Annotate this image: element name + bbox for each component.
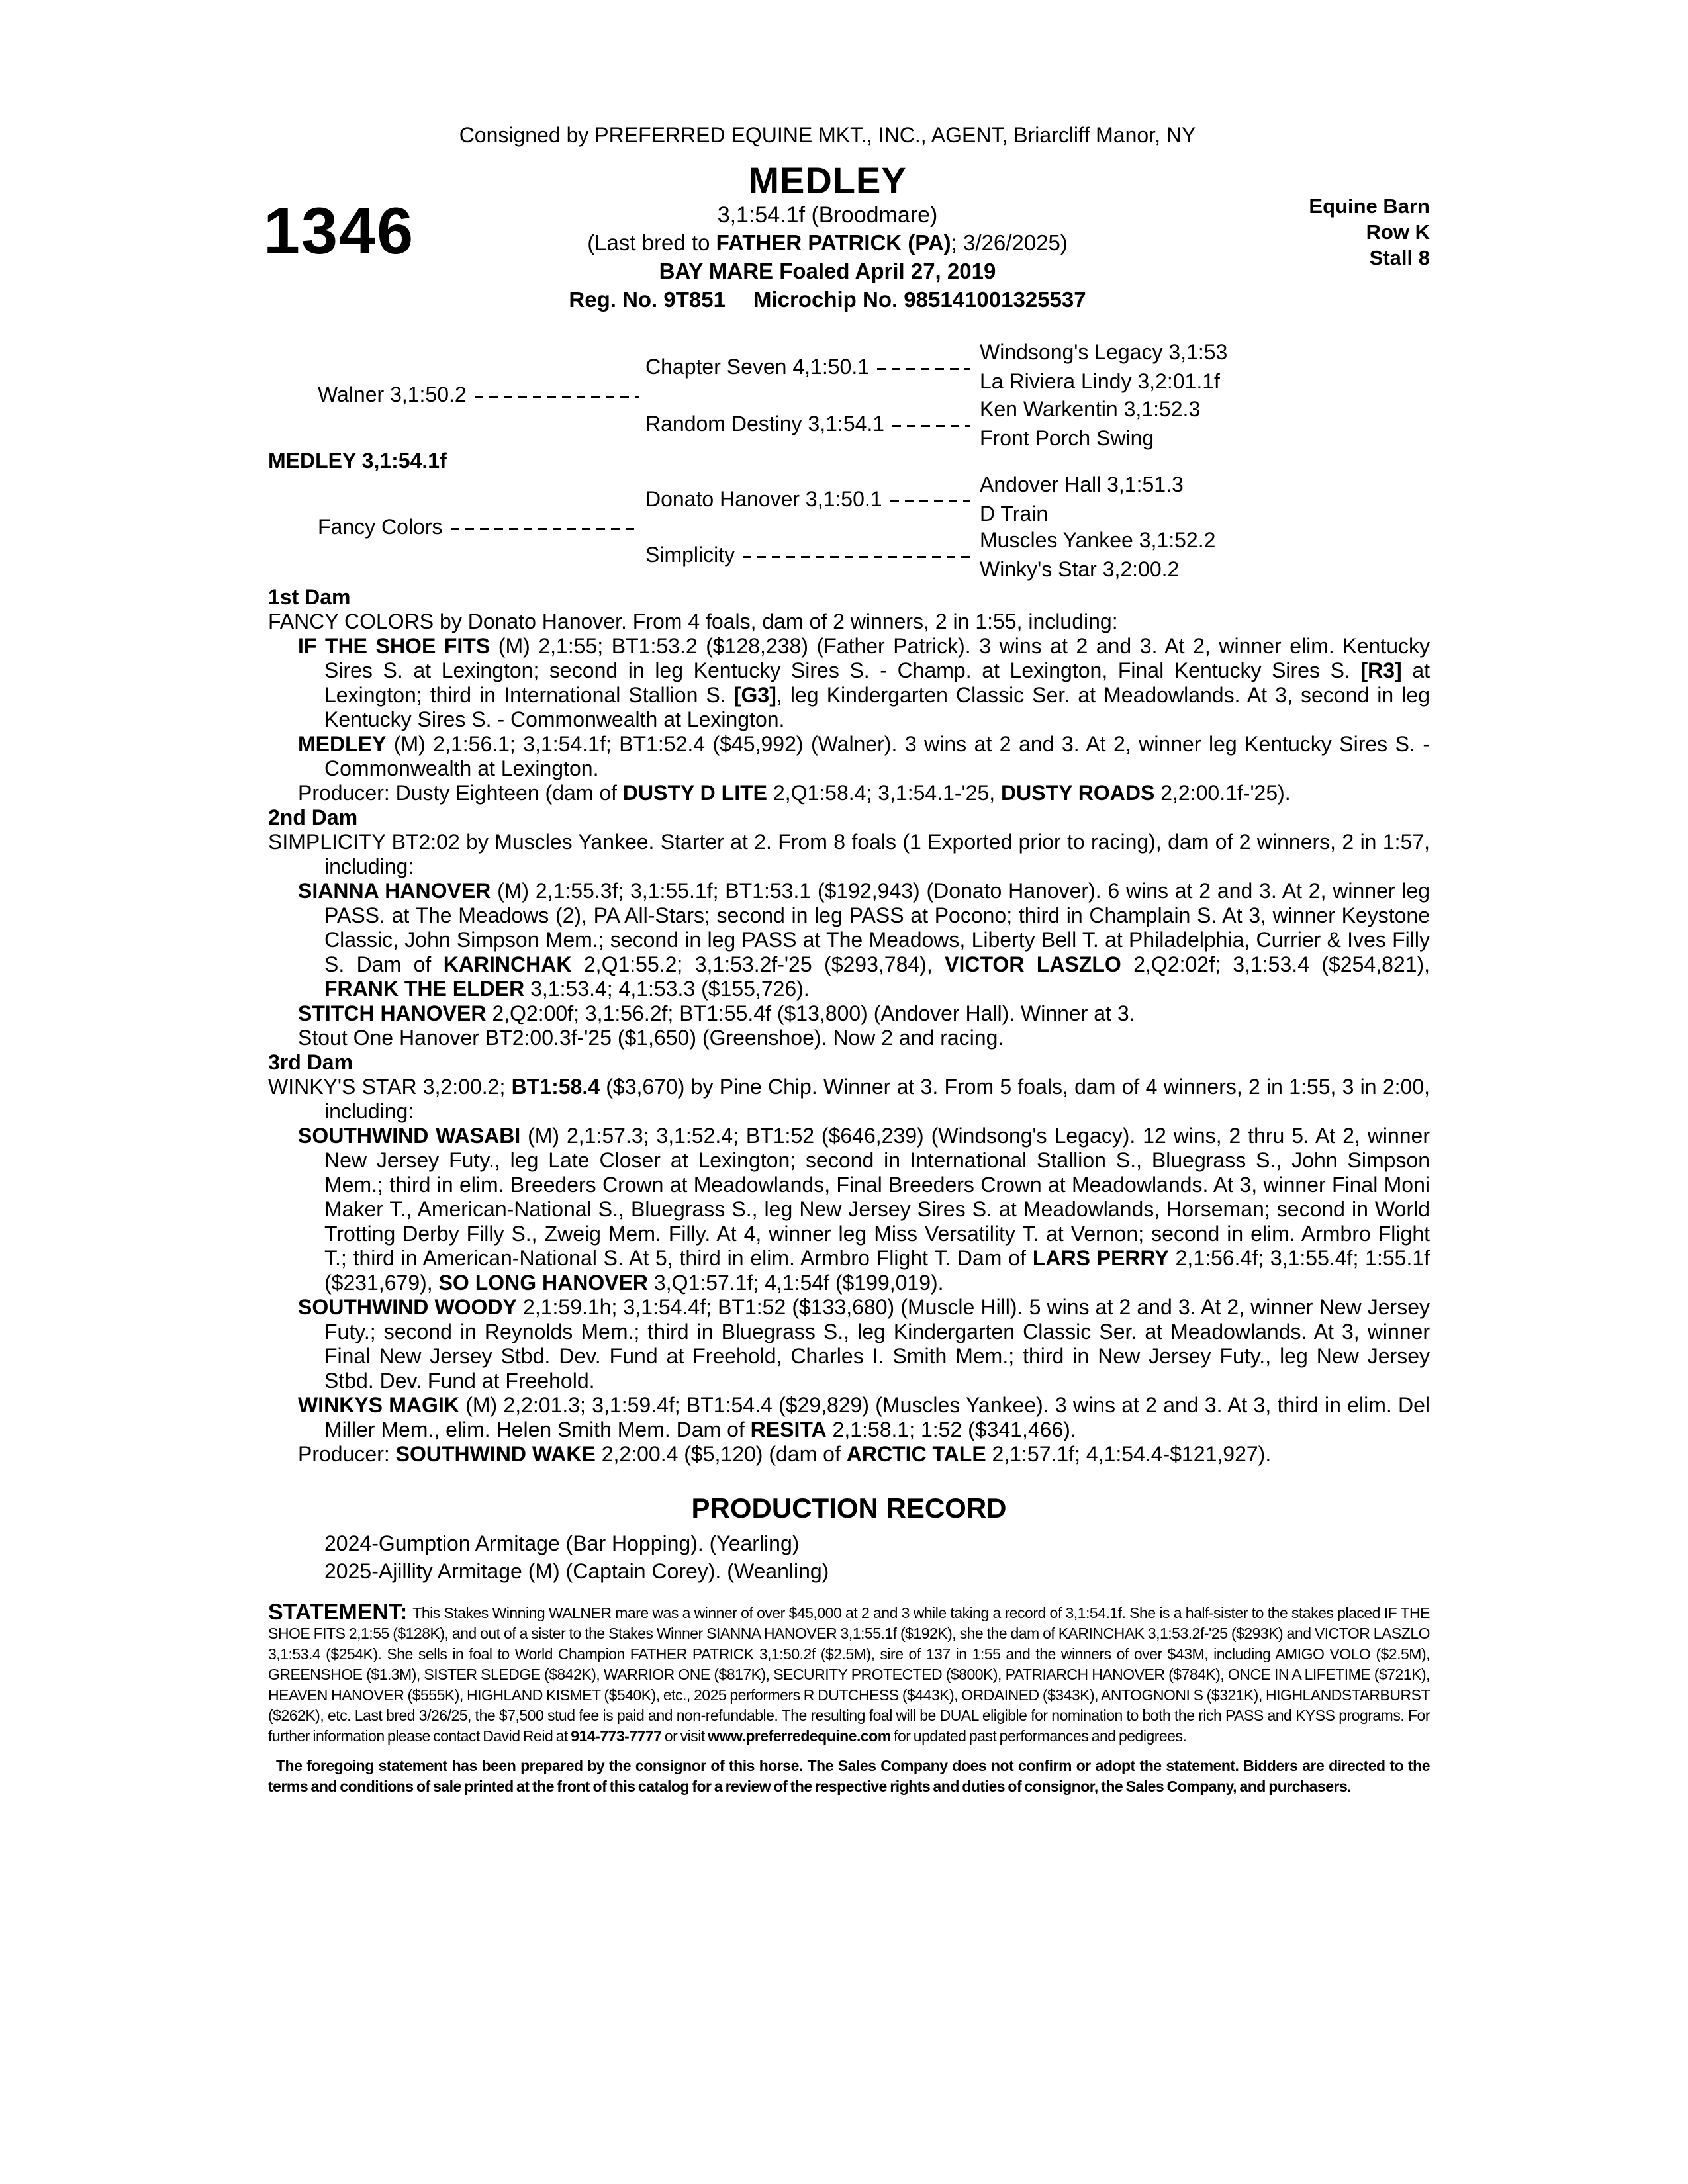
text-run: Producer:	[298, 1442, 396, 1466]
text-run: WINKYS MAGIK	[298, 1393, 459, 1417]
text-run: 2nd Dam	[268, 805, 358, 829]
text-run: 3,Q1:57.1f; 4,1:54f ($199,019).	[648, 1271, 944, 1295]
pedigree-dam	[318, 515, 639, 539]
barn-location	[1309, 193, 1430, 271]
dash-line	[743, 556, 970, 558]
text-run: 914-773-7777	[571, 1727, 662, 1745]
last-bred-sire: FATHER PATRICK (PA)	[716, 230, 951, 255]
production-entry: 2025-Ajillity Armitage (M) (Captain Corey). (Weanling)	[324, 1559, 829, 1583]
pedigree-sire-sire-dam: La Riviera Lindy 3,2:01.1f	[980, 369, 1220, 393]
text-run: 2,2:00.4 ($5,120) (dam of	[595, 1442, 847, 1466]
pedigree-name: Walner 3,1:50.2	[318, 383, 467, 406]
text-run: 2,1:56.4f; 3,1:55.4f; 1:55.1f ($231,679),	[324, 1246, 1430, 1295]
text-run: SOUTHWIND WAKE	[395, 1442, 596, 1466]
pedigree-sire-sire	[645, 355, 970, 379]
text-run: KARINCHAK	[443, 952, 572, 976]
foaled-line: BAY MARE Foaled April 27, 2019	[659, 259, 996, 283]
body-paragraph	[268, 805, 1430, 830]
text-run: WINKY'S STAR 3,2:00.2;	[268, 1075, 512, 1099]
barn-line: Equine Barn	[1309, 195, 1430, 218]
body-paragraph	[268, 1001, 1430, 1026]
pedigree-dam-dam-dam: Winky's Star 3,2:00.2	[980, 557, 1180, 581]
pedigree-name: Donato Hanover 3,1:50.1	[645, 487, 882, 511]
text-run: This Stakes Winning WALNER mare was a winner of over $45,000 at 2 and 3 while taking a record of 3,1:54.1f. She is a half-sister to the stakes placed IF THE SHOE FITS 2,1:55 ($128K), and out of a sister to the Stakes Winner SIANNA HANOVER 3,1:55.1f ($192K), she the dam of KARINCHAK 3,1:53.2f-'25 ($293K) and VICTOR LASZLO 3,1:53.4 ($254K). She sells in foal to World Champion FATHER PATRICK 3,1:50.2f ($2.5M), sire of 137 in 1:55 and the winners of over $43M, including AMIGO VOLO ($2.5M), GREENSHOE ($1.3M), SISTER SLEDGE ($842K), WARRIOR ONE ($817K), SECURITY PROTECTED ($800K), PATRIARCH HANOVER ($784K), ONCE IN A LIFETIME ($721K), HEAVEN HANOVER ($555K), HIGHLAND KISMET ($540K), etc., 2025 performers R DUTCHESS ($443K), ORDAINED ($343K), ANTOGNONI S ($321K), HIGHLANDSTARBURST ($262K), etc. Last bred 3/26/25, the $7,500 stud fee is paid and non-refundable. The resulting foal will be DUAL eligible for nomination to both the rich PASS and KYSS programs. For further information please contact David Reid at	[268, 1604, 1430, 1745]
production-record-title: PRODUCTION RECORD	[691, 1492, 1007, 1524]
pedigree-dam-sire-sire: Andover Hall 3,1:51.3	[980, 473, 1184, 496]
pedigree-name: Random Destiny 3,1:54.1	[645, 412, 885, 435]
text-run: SO LONG HANOVER	[438, 1271, 649, 1295]
text-run: SIMPLICITY BT2:02 by Muscles Yankee. Starter at 2. From 8 foals (1 Exported prior to racing), dam of 2 winners, 2 in 1:57, including:	[268, 830, 1430, 878]
pedigree-sire-dam-sire: Ken Warkentin 3,1:52.3	[980, 397, 1201, 421]
text-run: STITCH HANOVER	[298, 1001, 487, 1025]
microchip-number: Microchip No. 985141001325537	[753, 287, 1086, 312]
pedigree-subject: MEDLEY 3,1:54.1f	[268, 449, 447, 473]
body-paragraph	[268, 879, 1430, 1001]
text-run: (M) 2,1:55; BT1:53.2 ($128,238) (Father Patrick). 3 wins at 2 and 3. At 2, winner elim. Kentucky Sires S. at Lexington; second in leg Kentucky Sires S. - Champ. at Lexington, Final Kentucky Sires S.	[324, 634, 1430, 682]
pedigree-name: Fancy Colors	[318, 515, 443, 539]
production-record-entries	[268, 1529, 1430, 1585]
statement-paragraph	[268, 1602, 1430, 1747]
reg-number: Reg. No. 9T851	[569, 287, 726, 312]
statement-label: STATEMENT:	[268, 1600, 408, 1625]
text-run: ARCTIC TALE	[846, 1442, 986, 1466]
text-run: ($3,670) by Pine Chip. Winner at 3. From 5 foals, dam of 4 winners, 2 in 1:55, 3 in 2:00, including:	[324, 1075, 1430, 1123]
body-paragraph	[268, 1050, 1430, 1075]
last-bred-line	[225, 230, 1430, 255]
registration-line	[225, 287, 1430, 312]
pedigree-sire-dam-dam: Front Porch Swing	[980, 426, 1154, 450]
record-line: 3,1:54.1f (Broodmare)	[717, 203, 938, 228]
text-run: MEDLEY	[298, 732, 387, 756]
text-run: 2,Q2:02f; 3,1:53.4 ($254,821),	[1121, 952, 1430, 976]
dash-line	[890, 500, 970, 502]
body-paragraph	[268, 1124, 1430, 1295]
text-run: , leg Kindergarten Classic Ser. at Meadowlands. At 3, second in leg Kentucky Sires S. - Commonwealth at Lexington.	[324, 683, 1430, 731]
last-bred-prefix: (Last bred to	[587, 230, 716, 255]
dash-line	[892, 425, 970, 427]
text-run: 2,Q1:58.4; 3,1:54.1-'25,	[767, 781, 1002, 805]
dash-line	[475, 396, 639, 398]
text-run: 3,1:53.4; 4,1:53.3 ($155,726).	[524, 977, 810, 1001]
production-entry: 2024-Gumption Armitage (Bar Hopping). (Yearling)	[324, 1531, 800, 1555]
pedigree-sire-sire-sire: Windsong's Legacy 3,1:53	[980, 340, 1228, 364]
text-run: Stout One Hanover BT2:00.3f-'25 ($1,650) (Greenshoe). Now 2 and racing.	[298, 1026, 1004, 1050]
horse-name: MEDLEY	[748, 159, 907, 201]
text-run: 2,1:58.1; 1:52 ($341,466).	[826, 1418, 1076, 1441]
row-line: Row K	[1366, 220, 1430, 244]
dash-line	[451, 528, 639, 530]
text-run: (M) 2,2:01.3; 3,1:59.4f; BT1:54.4 ($29,829) (Muscles Yankee). 3 wins at 2 and 3. At 3, third in elim. Del Miller Mem., elim. Helen Smith Mem. Dam of	[324, 1393, 1430, 1441]
pedigree-name: Simplicity	[645, 543, 735, 567]
text-run: [G3]	[733, 683, 776, 707]
text-run: FRANK THE ELDER	[324, 977, 525, 1001]
text-run: for updated past performances and pedigrees.	[890, 1727, 1187, 1745]
text-run: 2,1:57.1f; 4,1:54.4-$121,927).	[986, 1442, 1272, 1466]
text-run: 3rd Dam	[268, 1050, 353, 1074]
text-run: 2,2:00.1f-'25).	[1154, 781, 1291, 805]
statement-text	[268, 1604, 1430, 1745]
body-paragraph	[268, 732, 1430, 781]
pedigree-sire	[318, 383, 639, 407]
body-paragraph	[268, 1075, 1430, 1124]
pedigree-name: Chapter Seven 4,1:50.1	[645, 355, 870, 379]
text-run: LARS PERRY	[1032, 1246, 1169, 1270]
text-run: www.preferredequine.com	[708, 1727, 891, 1745]
text-run: at Lexington; third in International Stallion S.	[324, 659, 1430, 707]
text-run: (M) 2,1:55.3f; 3,1:55.1f; BT1:53.1 ($192,943) (Donato Hanover). 6 wins at 2 and 3. At 2, winner leg PASS. at The Meadows (2), PA All-Stars; second in leg PASS at Pocono; third in Champlain S. At 3, winner Keystone Classic, John Simpson Mem.; second in leg PASS at The Meadows, Liberty Bell T. at Philadelphia, Currier & Ives Filly S. Dam of	[324, 879, 1430, 976]
main-text	[268, 585, 1430, 1797]
body-paragraph	[268, 1026, 1430, 1050]
text-run: 2,Q1:55.2; 3,1:53.2f-'25 ($293,784),	[571, 952, 945, 976]
hip-number: 1346	[263, 194, 415, 267]
body-paragraph	[268, 1295, 1430, 1393]
text-run: VICTOR LASZLO	[945, 952, 1121, 976]
pedigree-dam-sire	[645, 487, 970, 512]
last-bred-suffix: ; 3/26/2025)	[951, 230, 1068, 255]
body-paragraph	[268, 610, 1430, 634]
body-paragraph	[268, 830, 1430, 879]
body-paragraph	[268, 1442, 1430, 1467]
text-run: FANCY COLORS by Donato Hanover. From 4 foals, dam of 2 winners, 2 in 1:55, including:	[268, 610, 1118, 633]
text-run: 1st Dam	[268, 585, 351, 609]
text-run: 2,1:59.1h; 3,1:54.4f; BT1:52 ($133,680) (Muscle Hill). 5 wins at 2 and 3. At 2, winner New Jersey Futy.; second in Reynolds Mem.; third in Bluegrass S., leg Kindergarten Classic Ser. at Meadowlands. At 3, winner Final New Jersey Stbd. Dev. Fund at Freehold, Charles I. Smith Mem.; third in New Jersey Futy., leg New Jersey Stbd. Dev. Fund at Freehold.	[324, 1295, 1430, 1392]
text-run: (M) 2,1:57.3; 3,1:52.4; BT1:52 ($646,239) (Windsong's Legacy). 12 wins, 2 thru 5. At 2, winner New Jersey Futy., leg Late Closer at Lexington; second in International Stallion S., Bluegrass S., John Simpson Mem.; third in elim. Breeders Crown at Meadowlands, Final Breeders Crown at Meadowlands. At 3, winner Final Moni Maker T., American-National S., Bluegrass S., leg New Jersey Sires S. at Meadowlands, Horseman; second in World Trotting Derby Filly S., Zweig Mem. Filly. At 4, winner leg Miss Versatility T. at Vernon; second in elim. Armbro Flight T.; third in American-National S. At 5, third in elim. Armbro Flight T. Dam of	[324, 1124, 1430, 1270]
consignor-line: Consigned by PREFERRED EQUINE MKT., INC., AGENT, Briarcliff Manor, NY	[459, 123, 1196, 147]
pedigree-dam-dam-sire: Muscles Yankee 3,1:52.2	[980, 528, 1216, 552]
body-paragraph	[268, 1393, 1430, 1442]
text-run: 2,Q2:00f; 3,1:56.2f; BT1:55.4f ($13,800) (Andover Hall). Winner at 3.	[486, 1001, 1135, 1025]
text-run: SOUTHWIND WOODY	[298, 1295, 517, 1319]
text-run: BT1:58.4	[511, 1075, 600, 1099]
pedigree-dam-sire-dam: D Train	[980, 502, 1049, 525]
text-run: IF THE SHOE FITS	[298, 634, 491, 658]
text-run: SIANNA HANOVER	[298, 879, 491, 903]
pedigree-sire-dam	[645, 412, 970, 436]
text-run: DUSTY D LITE	[622, 781, 767, 805]
text-run: DUSTY ROADS	[1001, 781, 1155, 805]
text-run: (M) 2,1:56.1; 3,1:54.1f; BT1:52.4 ($45,992) (Walner). 3 wins at 2 and 3. At 2, winner leg Kentucky Sires S. - Commonwealth at Lexington.	[324, 732, 1430, 780]
stall-line: Stall 8	[1369, 246, 1430, 269]
dam-sections	[268, 585, 1430, 1467]
text-run: or visit	[661, 1727, 708, 1745]
text-run: SOUTHWIND WASABI	[298, 1124, 521, 1148]
disclaimer-paragraph: The foregoing statement has been prepared by the consignor of this horse. The Sales Company does not confirm or adopt the statement. Bidders are directed to the terms and conditions of sale printed at the front of this catalog for a review of the respective rights and duties of consignor, the Sales Company, and purchasers.	[268, 1757, 1430, 1795]
body-paragraph	[268, 585, 1430, 610]
text-run: RESITA	[750, 1418, 827, 1441]
pedigree-dam-dam	[645, 543, 970, 567]
text-run: [R3]	[1360, 659, 1402, 682]
text-run: Producer: Dusty Eighteen (dam of	[298, 781, 623, 805]
dash-line	[877, 368, 970, 370]
body-paragraph	[268, 781, 1430, 805]
body-paragraph	[268, 634, 1430, 732]
